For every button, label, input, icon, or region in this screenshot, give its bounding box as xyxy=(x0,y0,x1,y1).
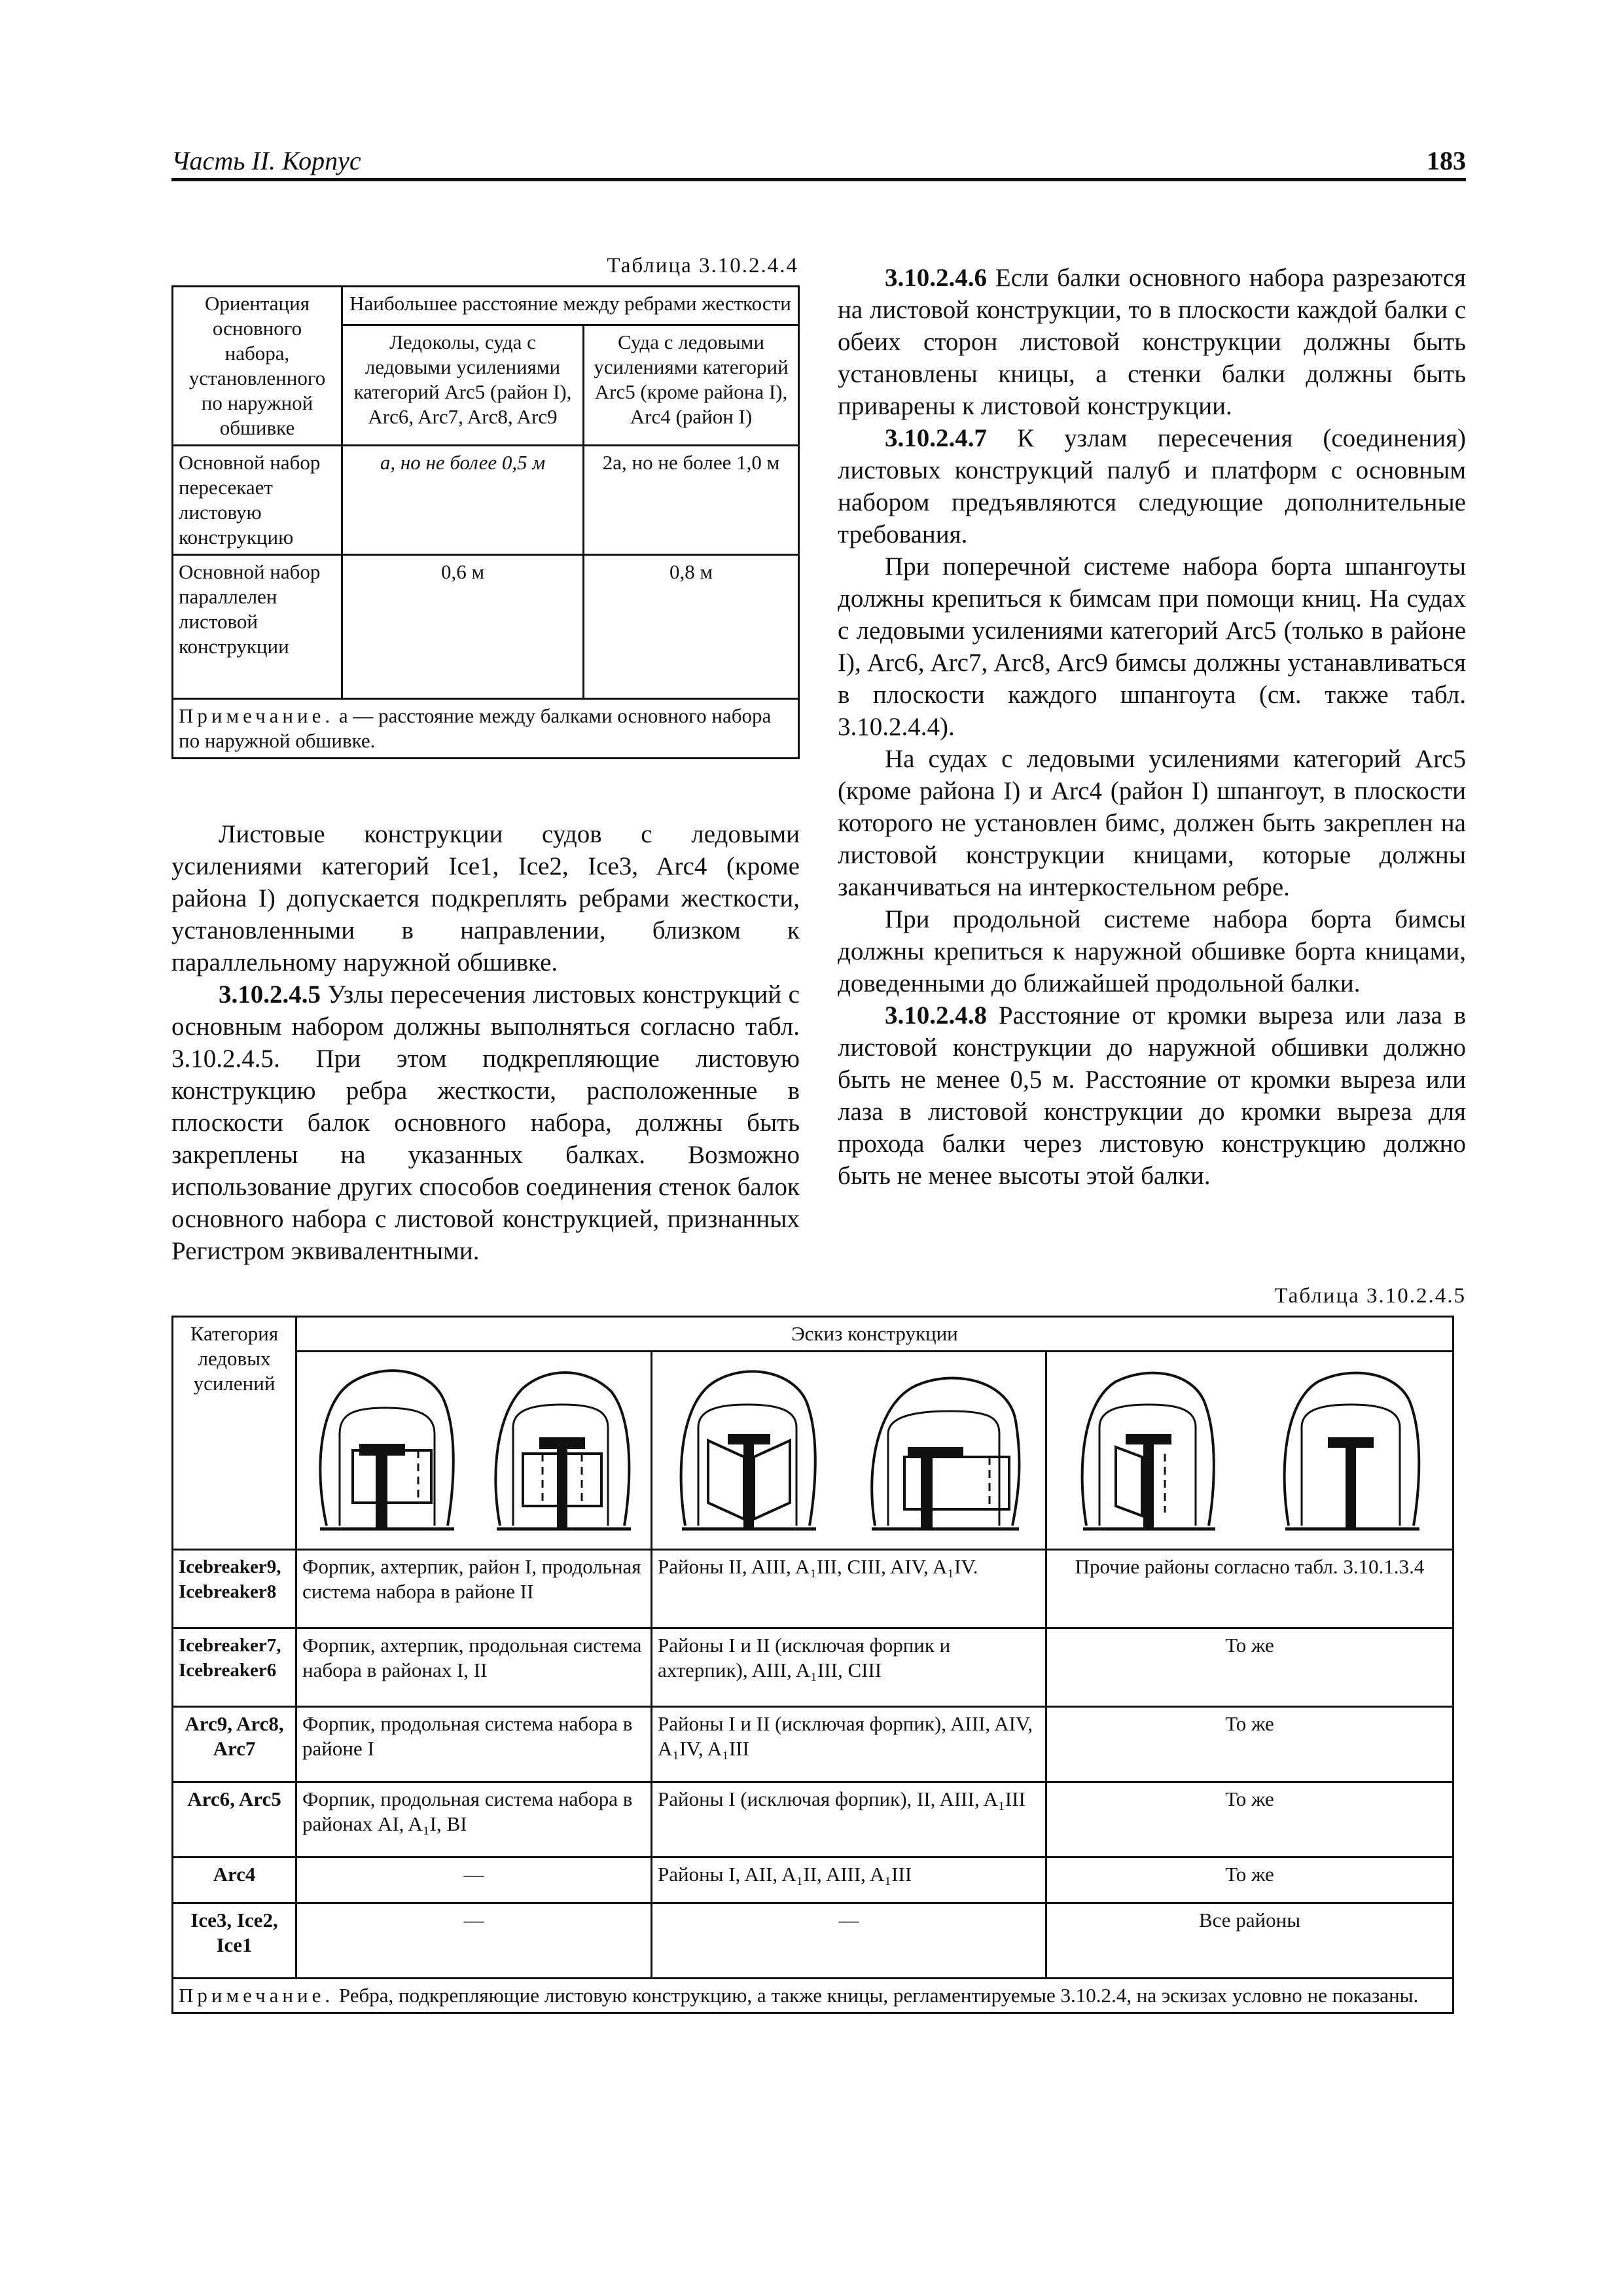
table1-group-head: Наибольшее расстояние между ребрами жесткости xyxy=(342,287,799,325)
table2-row6-a: — xyxy=(296,1903,652,1979)
table2-row4-b: Районы I (исключая форпик), II, AIII, A₁III xyxy=(652,1782,1046,1857)
table1-note: Примечание. a — расстояние между балками основного набора по наружной обшивке. xyxy=(173,699,799,759)
table2-row5-cat: Arc4 xyxy=(173,1857,296,1903)
sketch-cell-a xyxy=(296,1352,652,1550)
left-column-text xyxy=(171,818,800,1267)
table2-note: Примечание. Ребра, подкрепляющие листовую конструкцию, а также кницы, регламентируемые 3.10.2.4, на эскизах условно не показаны. xyxy=(173,1979,1454,2013)
table2-row2-a: Форпик, ахтерпик, продольная система набора в районах I, II xyxy=(296,1628,652,1707)
right-paragraph-6: 3.10.2.4.8 Расстояние от кромки выреза или лаза в листовой конструкции до наружной обшивки должно быть не менее 0,5 м. Расстояние от кромки выреза или лаза в листовой конструкции до кромки выреза для прохода балки через листовую конструкцию должно быть не менее высоты этой балки. xyxy=(838,1001,1467,1190)
right-column-text xyxy=(838,262,1466,1192)
table1-col1-head: Ориентация основного набора, установленного по наружной обшивке xyxy=(173,287,342,446)
table2-row6-cat: Ice3, Ice2, Ice1 xyxy=(173,1903,296,1979)
right-paragraph-3: При поперечной системе набора борта шпангоуты должны крепиться к бимсам при помощи книц. На судах с ледовыми усилениями категорий Arc5 (только в районе I), Arc6, Arc7, Arc8, Arc9 бимсы должны устанавливаться в плоскости каждого шпангоута (см. также табл. 3.10.2.4.4). xyxy=(838,552,1466,741)
left-paragraph-2: 3.10.2.4.5 Узлы пересечения листовых конструкций с основным набором должны выполняться согласно табл. 3.10.2.4.5. При этом подкрепляющие листовую конструкцию ребра жесткости, расположенные в плоскости балок основного набора, должны быть закреплены на указанных балках. Возможно использование других способов соединения стенок балок основного набора с листовой конструкцией, признанных Регистром эквивалентными. xyxy=(171,980,800,1265)
right-paragraph-2: 3.10.2.4.7 К узлам пересечения (соединения) листовых конструкций палуб и платформ с основным набором предъявляются следующие дополнительные требования. xyxy=(838,424,1466,548)
table1-row1-v2: 2a, но не более 1,0 м xyxy=(584,446,799,555)
table2-row1-b: Районы II, AIII, A₁III, CIII, AIV, A₁IV. xyxy=(652,1550,1046,1628)
table2-row1-cat: Icebreaker9, Icebreaker8 xyxy=(173,1550,296,1628)
table2-row3-b: Районы I и II (исключая форпик), AIII, AIV, A₁IV, A₁III xyxy=(652,1707,1046,1782)
table2-row6-c: Все районы xyxy=(1046,1903,1454,1979)
header-rule xyxy=(171,178,1466,181)
table2-row2-cat: Icebreaker7, Icebreaker6 xyxy=(173,1628,296,1707)
table2-caption: Таблица 3.10.2.4.5 xyxy=(1274,1284,1466,1308)
table2-row2-c: То же xyxy=(1046,1628,1454,1707)
table2-col1-head: Категория ледовых усилений xyxy=(173,1317,296,1550)
running-header-part: Часть II. Корпус xyxy=(171,146,361,175)
table2-row2-b: Районы I и II (исключая форпик и ахтерпик), AIII, A₁III, CIII xyxy=(652,1628,1046,1707)
table2-row5-b: Районы I, AII, A₁II, AIII, A₁III xyxy=(652,1857,1046,1903)
right-paragraph-4: На судах с ледовыми усилениями категорий Arc5 (кроме района I) и Arc4 (район I) шпангоут, в плоскости которого не установлен бимс, должен быть закреплен на листовой конструкции кницами, которые должны заканчиваться на интеркостельном ребре. xyxy=(838,745,1466,901)
table2-row1-c: Прочие районы согласно табл. 3.10.1.3.4 xyxy=(1046,1550,1454,1628)
table2-group-head: Эскиз конструкции xyxy=(296,1317,1454,1352)
table1-row2-v2: 0,8 м xyxy=(584,555,799,699)
table2-row3-a: Форпик, продольная система набора в районе I xyxy=(296,1707,652,1782)
sketch-cell-b xyxy=(652,1352,1046,1550)
clause-3-10-2-4-7: 3.10.2.4.7 xyxy=(885,424,987,452)
sketch-a2 xyxy=(484,1362,641,1539)
right-paragraph-1: 3.10.2.4.6 Если балки основного набора разрезаются на листовой конструкции, то в плоскости каждой балки с обеих сторон листовой конструкции должны быть установлены кницы, а стенки балки должны быть приварены к листовой конструкции. xyxy=(838,264,1466,420)
table1-row1-v1: a, но не более 0,5 м xyxy=(342,446,584,555)
table2-row4-a: Форпик, продольная система набора в районах AI, A₁I, BI xyxy=(296,1782,652,1857)
sketch-c1 xyxy=(1070,1362,1227,1539)
table2-row3-c: То же xyxy=(1046,1707,1454,1782)
sketch-b1 xyxy=(669,1362,826,1539)
table1-row2-v1: 0,6 м xyxy=(342,555,584,699)
table1-row1-label: Основной набор пересекает листовую конструкцию xyxy=(173,446,342,555)
table2-row5-a: — xyxy=(296,1857,652,1903)
sketch-b2 xyxy=(859,1362,1029,1539)
sketch-a1 xyxy=(307,1362,464,1539)
table2-row5-c: То же xyxy=(1046,1857,1454,1903)
table2-row3-cat: Arc9, Arc8, Arc7 xyxy=(173,1707,296,1782)
page-number: 183 xyxy=(1427,146,1466,175)
table2-row4-cat: Arc6, Arc5 xyxy=(173,1782,296,1857)
table2-row6-b: — xyxy=(652,1903,1046,1979)
left-paragraph-1: Листовые конструкции судов с ледовыми усилениями категорий Ice1, Ice2, Ice3, Arc4 (кроме района I) допускается подкреплять ребрами жесткости, установленными в направлении, близком к параллельному наружной обшивке. xyxy=(171,820,800,977)
table2-row4-c: То же xyxy=(1046,1782,1454,1857)
table1-caption: Таблица 3.10.2.4.4 xyxy=(607,254,798,278)
table1-row2-label: Основной набор параллелен листовой конструкции xyxy=(173,555,342,699)
table1 xyxy=(171,285,800,759)
clause-3-10-2-4-5: 3.10.2.4.5 xyxy=(219,980,321,1009)
clause-3-10-2-4-8: 3.10.2.4.8 xyxy=(885,1001,987,1030)
table2-row1-a: Форпик, ахтерпик, район I, продольная система набора в районе II xyxy=(296,1550,652,1628)
sketch-c2 xyxy=(1272,1362,1429,1539)
clause-3-10-2-4-6: 3.10.2.4.6 xyxy=(885,264,987,292)
right-paragraph-5: При продольной системе набора борта бимсы должны крепиться к наружной обшивке борта кницами, доведенными до ближайшей продольной балки. xyxy=(838,905,1466,997)
table1-col2-head: Ледоколы, суда с ледовыми усилениями категорий Arc5 (район I), Arc6, Arc7, Arc8, Arc9 xyxy=(342,325,584,445)
table1-col3-head: Суда с ледовыми усилениями категорий Arc5 (кроме района I), Arc4 (район I) xyxy=(584,325,799,445)
sketch-cell-c xyxy=(1046,1352,1454,1550)
table2 xyxy=(171,1316,1454,2014)
